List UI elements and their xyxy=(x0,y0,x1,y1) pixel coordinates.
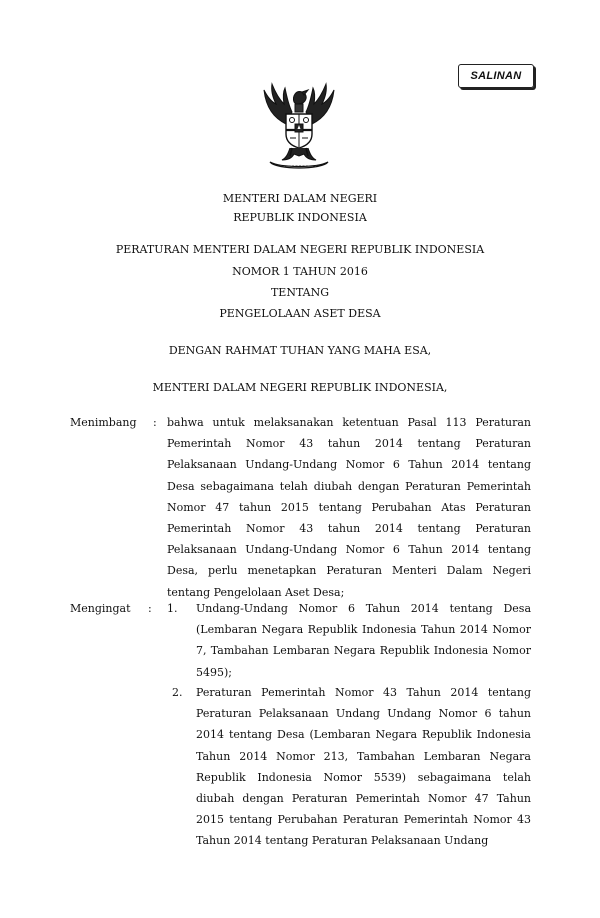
mengingat-colon: : xyxy=(148,602,152,615)
mengingat-label: Mengingat xyxy=(70,602,131,615)
minister-heading: MENTERI DALAM NEGERI REPUBLIK INDONESIA, xyxy=(152,381,448,394)
menimbang-text: bahwa untuk melaksanakan ketentuan Pasal 113 Peraturan Pemerintah Nomor 43 tahun 2014 tentang Peraturan Pelaksanaan Undang-Undang Nomor 6 Tahun 2014 tentang Desa sebagaimana telah diubah dengan Peraturan Pemerintah Nomor 47 tahun 2015 tentang Perubahan Atas Peraturan Pemerintah Nomor 43 tahun 2014 tentang Peraturan Pelaksanaan Undang-Undang Nomor 6 Tahun 2014 tentang Desa, perlu menetapkan Peraturan Menteri Dalam Negeri tentang Pengelolaan Aset Desa; xyxy=(167,416,531,599)
mengingat-item-text: Peraturan Pemerintah Nomor 43 Tahun 2014 tentang Peraturan Pelaksanaan Undang Undang Nomor 6 tahun 2014 tentang Desa (Lembaran Negara Republik Indonesia Tahun 2014 Nomor 213, Tambahan Lembaran Negara Republik Indonesia Nomor 5539) sebagaimana telah diubah dengan Peraturan Pemerintah Nomor 47 Tahun 2015 tentang Perubahan Peraturan Pemerintah Nomor 43 Tahun 2014 tentang Peraturan Pelaksanaan Undang xyxy=(196,686,531,848)
mengingat-item-number: 2. xyxy=(172,686,183,699)
regulation-subject: PENGELOLAAN ASET DESA xyxy=(219,307,381,320)
header-minister-title: MENTERI DALAM NEGERI xyxy=(222,192,378,205)
regulation-number: NOMOR 1 TAHUN 2016 xyxy=(232,265,368,278)
invocation: DENGAN RAHMAT TUHAN YANG MAHA ESA, xyxy=(168,344,432,357)
regulation-title: PERATURAN MENTERI DALAM NEGERI REPUBLIK INDONESIA xyxy=(115,243,485,256)
mengingat-item-text: Undang-Undang Nomor 6 Tahun 2014 tentang Desa (Lembaran Negara Republik Indonesia Tahun 2014 Nomor 7, Tambahan Lembaran Negara Republik Indonesia Nomor 5495); xyxy=(196,602,531,679)
header-republic: REPUBLIK INDONESIA xyxy=(233,211,367,224)
menimbang-colon: : xyxy=(153,416,157,429)
menimbang-label: Menimbang xyxy=(70,416,137,429)
garuda-emblem-icon xyxy=(256,80,342,176)
mengingat-item-number: 1. xyxy=(167,602,178,615)
salinan-stamp: SALINAN xyxy=(458,64,534,88)
regulation-about: TENTANG xyxy=(270,286,330,299)
